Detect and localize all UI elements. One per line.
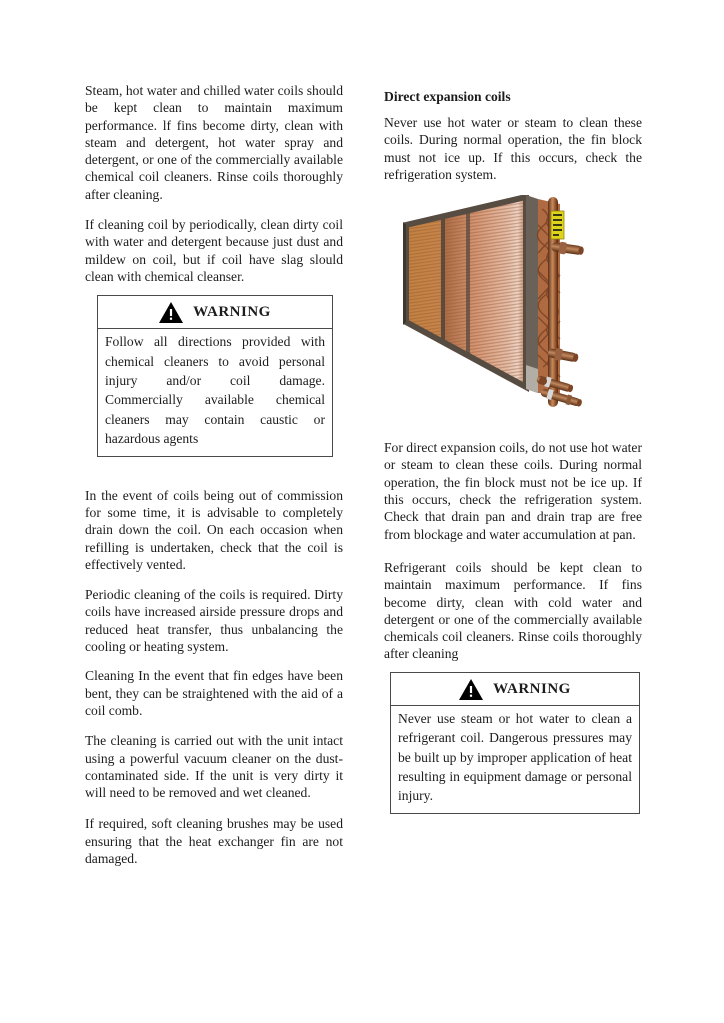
coil-label-tag — [551, 211, 564, 239]
left-paragraph-2: If cleaning coil by periodically, clean dirty coil with water and detergent because just dust and mildew on coil, but if coil have slag slould clean with chemical cleanser. — [85, 217, 343, 284]
warning-triangle-icon — [159, 302, 183, 323]
section-heading-direct-expansion-coils: Direct expansion coils — [384, 89, 511, 104]
heat-exchanger-coil-image — [392, 195, 642, 417]
warning-box-chemical-cleaners — [97, 295, 333, 456]
left-paragraph-1: Steam, hot water and chilled water coils should be kept clean to maintain maximum performance. lf fins become dirty, clean with steam and detergent, hot water spray and detergent, or one of the commercially available chemical coil cleaners. Rinse coils thoroughly after cleaning. — [85, 83, 343, 202]
warning-title: WARNING — [193, 304, 271, 321]
left-paragraph-7: If required, soft cleaning brushes may be used ensuring that the heat exchanger fin are not damaged. — [85, 816, 343, 867]
left-paragraph-3: In the event of coils being out of commission for some time, it is advisable to completely drain down the coil. On each occasion when refilling is undertaken, check that the coil is effectively vented. — [85, 487, 343, 572]
warning-body-text: Follow all directions provided with chemical cleaners to avoid personal injury and/or coil damage. Commercially available chemical cleaners may contain caustic or hazardous agents — [105, 334, 325, 447]
right-paragraph-1: Never use hot water or steam to clean these coils. During normal operation, the fin block must not ice up. If this occurs, check the refrigeration system. — [384, 115, 642, 182]
warning-header — [98, 296, 332, 329]
warning-title: WARNING — [493, 680, 571, 697]
warning-body-text: Never use steam or hot water to clean a refrigerant coil. Dangerous pressures may be built up by improper application of heat resulting in equipment damage or personal injury. — [398, 710, 632, 804]
left-paragraph-5: Cleaning In the event that fin edges have been bent, they can be straightened with the aid of a coil comb. — [85, 668, 343, 718]
left-paragraph-6: The cleaning is carried out with the unit intact using a powerful vacuum cleaner on the dust-contaminated side. If the unit is very dirty it will need to be removed and wet cleaned. — [85, 733, 343, 801]
left-paragraph-4: Periodic cleaning of the coils is required. Dirty coils have increased airside pressure drops and reduced heat transfer, thus unbalancing the cooling or heating system. — [85, 587, 343, 655]
left-column — [85, 82, 343, 867]
right-paragraph-2: For direct expansion coils, do not use hot water or steam to clean these coils. During normal operation, the fin block must not be ice up. If this occurs, check the refrigeration system. Check that drain pan and drain trap are free from blockage and water accumulation at pan. — [384, 440, 642, 542]
warning-triangle-icon — [459, 679, 483, 700]
warning-box-refrigerant-coil — [390, 672, 640, 814]
right-paragraph-3: Refrigerant coils should be kept clean to maintain maximum performance. If fins become dirty, clean with cold water and detergent or one of the commercially available chemicals coil cleaners. Rinse coils thoroughly after cleaning — [384, 559, 642, 662]
warning-header — [391, 673, 639, 706]
right-column — [384, 88, 642, 814]
